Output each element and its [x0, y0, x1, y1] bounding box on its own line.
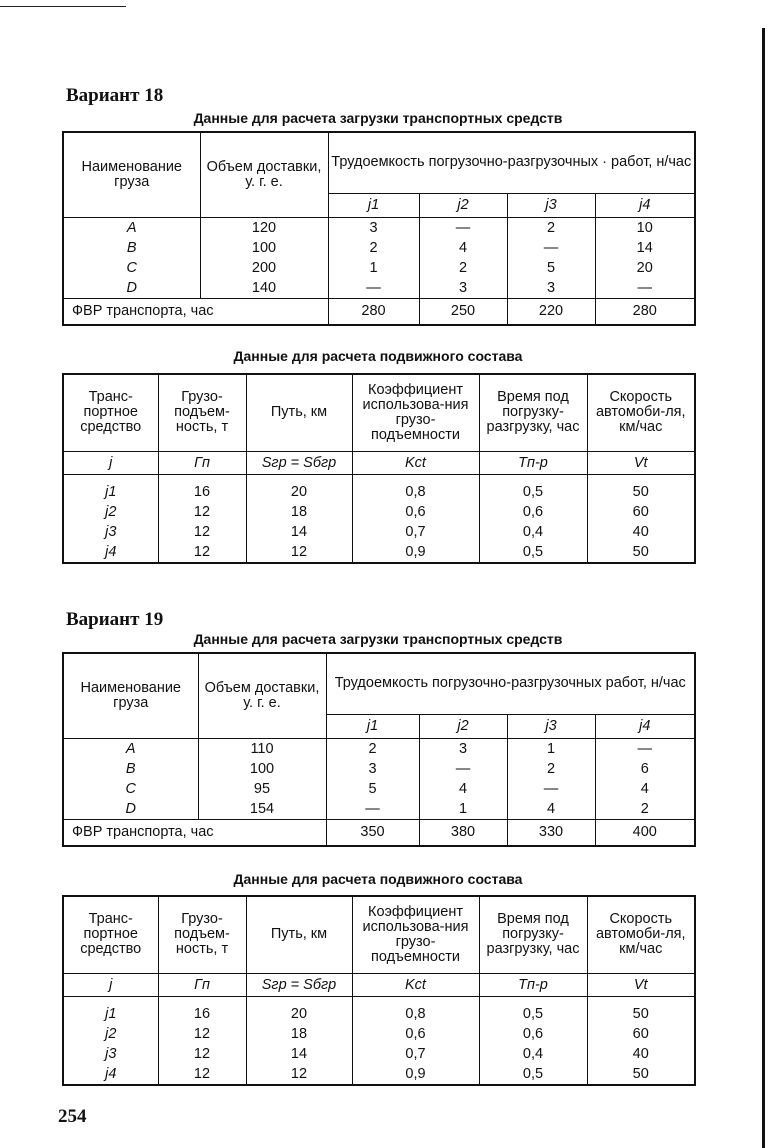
labor-cell: — [595, 278, 695, 299]
labor-cell: 3 [328, 217, 419, 238]
header-capacity: Грузо-подъем-ность, т [158, 374, 246, 451]
header-vehicle: Транс-портное средство [63, 896, 158, 973]
cargo-name-cell: D [63, 799, 198, 820]
fvr-label: ФВР транспорта, час [63, 298, 328, 325]
symbol-cell: Tп-р [479, 973, 587, 996]
vehicle-cell: j4 [63, 1064, 158, 1085]
symbol-cell: Kct [352, 973, 479, 996]
variant-title: Вариант 18 [66, 85, 164, 106]
header-speed: Скорость автомоби-ля, км/час [587, 374, 695, 451]
fvr-cell: 350 [326, 819, 419, 846]
table-row [63, 1044, 695, 1064]
fleet-table [62, 373, 696, 564]
cargo-table [62, 131, 696, 326]
utilization-cell: 0,9 [352, 1064, 479, 1085]
distance-cell: 18 [246, 502, 352, 522]
labor-cell: 4 [507, 799, 595, 820]
labor-cell: 2 [507, 217, 595, 238]
capacity-cell: 12 [158, 522, 246, 542]
cargo-name-cell: C [63, 779, 198, 799]
header-j1: j1 [328, 193, 419, 217]
header-volume: Объем доставки, у. г. е. [198, 653, 326, 738]
utilization-cell: 0,7 [352, 522, 479, 542]
capacity-cell: 12 [158, 502, 246, 522]
table-row [63, 482, 695, 502]
header-utilization: Коэффициент использова-ния грузо-подъемности [352, 374, 479, 451]
table-row [63, 258, 695, 278]
symbol-cell: Гп [158, 973, 246, 996]
loading-time-cell: 0,6 [479, 1024, 587, 1044]
table-row [63, 522, 695, 542]
labor-cell: 4 [419, 779, 507, 799]
loading-time-cell: 0,4 [479, 522, 587, 542]
speed-cell: 60 [587, 502, 695, 522]
loading-time-cell: 0,5 [479, 542, 587, 563]
loading-time-cell: 0,5 [479, 1064, 587, 1085]
loading-time-cell: 0,6 [479, 502, 587, 522]
header-j2: j2 [419, 193, 507, 217]
cargo-name-cell: B [63, 759, 198, 779]
capacity-cell: 16 [158, 1004, 246, 1024]
speed-cell: 50 [587, 1004, 695, 1024]
distance-cell: 18 [246, 1024, 352, 1044]
symbols-row [63, 973, 695, 996]
capacity-cell: 12 [158, 1064, 246, 1085]
table-row [63, 278, 695, 299]
symbols-row [63, 451, 695, 474]
table-row [63, 759, 695, 779]
fleet-table-caption: Данные для расчета подвижного состава [233, 348, 523, 364]
volume-cell: 110 [198, 738, 326, 759]
header-labor: Трудоемкость погрузочно-разгрузочных работ, н/час [326, 653, 695, 714]
labor-cell: — [419, 217, 507, 238]
labor-cell: — [419, 759, 507, 779]
cargo-name-cell: B [63, 238, 200, 258]
header-loading-time: Время под погрузку-разгрузку, час [479, 896, 587, 973]
cargo-name-cell: D [63, 278, 200, 299]
fvr-cell: 330 [507, 819, 595, 846]
labor-cell: 2 [326, 738, 419, 759]
labor-cell: 10 [595, 217, 695, 238]
utilization-cell: 0,6 [352, 1024, 479, 1044]
table-row [63, 217, 695, 238]
table-row [63, 238, 695, 258]
table-row [63, 502, 695, 522]
symbol-cell: Tп-р [479, 451, 587, 474]
cargo-table-caption: Данные для расчета загрузки транспортных средств [193, 631, 563, 647]
speed-cell: 60 [587, 1024, 695, 1044]
variant-title: Вариант 19 [66, 609, 164, 630]
labor-cell: 5 [507, 258, 595, 278]
vehicle-cell: j1 [63, 1004, 158, 1024]
fvr-cell: 280 [328, 298, 419, 325]
header-j4: j4 [595, 714, 695, 738]
volume-cell: 100 [200, 238, 328, 258]
labor-cell: 2 [328, 238, 419, 258]
labor-cell: 3 [419, 278, 507, 299]
header-cargo-name: Наименование груза [63, 132, 200, 217]
distance-cell: 12 [246, 542, 352, 563]
labor-cell: 4 [419, 238, 507, 258]
fvr-cell: 400 [595, 819, 695, 846]
speed-cell: 40 [587, 1044, 695, 1064]
table-row [63, 799, 695, 820]
header-labor: Трудоемкость погрузочно-разгрузочных · работ, н/час [328, 132, 695, 193]
speed-cell: 40 [587, 522, 695, 542]
labor-cell: 2 [419, 258, 507, 278]
header-speed: Скорость автомоби-ля, км/час [587, 896, 695, 973]
table-row [63, 779, 695, 799]
table-row [63, 1004, 695, 1024]
capacity-cell: 16 [158, 482, 246, 502]
utilization-cell: 0,8 [352, 1004, 479, 1024]
fleet-table [62, 895, 696, 1086]
volume-cell: 154 [198, 799, 326, 820]
fvr-cell: 380 [419, 819, 507, 846]
vehicle-cell: j3 [63, 522, 158, 542]
page-number: 254 [58, 1106, 87, 1127]
cargo-name-cell: C [63, 258, 200, 278]
symbol-cell: Sгр = Sбгр [246, 973, 352, 996]
speed-cell: 50 [587, 482, 695, 502]
header-utilization: Коэффициент использова-ния грузо-подъемности [352, 896, 479, 973]
fleet-table-caption: Данные для расчета подвижного состава [233, 871, 523, 887]
labor-cell: 3 [419, 738, 507, 759]
fvr-cell: 220 [507, 298, 595, 325]
labor-cell: — [326, 799, 419, 820]
symbol-cell: Vt [587, 451, 695, 474]
cargo-name-cell: A [63, 738, 198, 759]
volume-cell: 200 [200, 258, 328, 278]
table-row [63, 542, 695, 563]
volume-cell: 95 [198, 779, 326, 799]
header-j3: j3 [507, 714, 595, 738]
labor-cell: 20 [595, 258, 695, 278]
vehicle-cell: j1 [63, 482, 158, 502]
header-capacity: Грузо-подъем-ность, т [158, 896, 246, 973]
fvr-label: ФВР транспорта, час [63, 819, 326, 846]
symbol-cell: j [63, 973, 158, 996]
labor-cell: — [328, 278, 419, 299]
cargo-table [62, 652, 696, 847]
labor-cell: 1 [419, 799, 507, 820]
fvr-cell: 250 [419, 298, 507, 325]
volume-cell: 100 [198, 759, 326, 779]
labor-cell: — [595, 738, 695, 759]
capacity-cell: 12 [158, 542, 246, 563]
labor-cell: 5 [326, 779, 419, 799]
labor-cell: 1 [328, 258, 419, 278]
symbol-cell: Kct [352, 451, 479, 474]
distance-cell: 14 [246, 1044, 352, 1064]
labor-cell: — [507, 779, 595, 799]
labor-cell: 2 [595, 799, 695, 820]
top-rule [0, 6, 126, 7]
vehicle-cell: j2 [63, 502, 158, 522]
vehicle-cell: j4 [63, 542, 158, 563]
distance-cell: 20 [246, 1004, 352, 1024]
header-cargo-name: Наименование груза [63, 653, 198, 738]
labor-cell: 6 [595, 759, 695, 779]
labor-cell: 4 [595, 779, 695, 799]
labor-cell: 3 [326, 759, 419, 779]
symbol-cell: j [63, 451, 158, 474]
header-j3: j3 [507, 193, 595, 217]
header-j2: j2 [419, 714, 507, 738]
header-loading-time: Время под погрузку-разгрузку, час [479, 374, 587, 451]
page-edge-line [762, 28, 765, 1148]
distance-cell: 12 [246, 1064, 352, 1085]
speed-cell: 50 [587, 542, 695, 563]
cargo-name-cell: A [63, 217, 200, 238]
header-distance: Путь, км [246, 374, 352, 451]
symbol-cell: Sгр = Sбгр [246, 451, 352, 474]
fvr-cell: 280 [595, 298, 695, 325]
volume-cell: 140 [200, 278, 328, 299]
header-j4: j4 [595, 193, 695, 217]
symbol-cell: Гп [158, 451, 246, 474]
table-row [63, 738, 695, 759]
table-row [63, 1024, 695, 1044]
labor-cell: — [507, 238, 595, 258]
labor-cell: 3 [507, 278, 595, 299]
fvr-row [63, 298, 695, 325]
loading-time-cell: 0,5 [479, 1004, 587, 1024]
cargo-table-caption: Данные для расчета загрузки транспортных средств [193, 110, 563, 126]
header-vehicle: Транс-портное средство [63, 374, 158, 451]
utilization-cell: 0,8 [352, 482, 479, 502]
header-distance: Путь, км [246, 896, 352, 973]
volume-cell: 120 [200, 217, 328, 238]
distance-cell: 14 [246, 522, 352, 542]
labor-cell: 2 [507, 759, 595, 779]
loading-time-cell: 0,4 [479, 1044, 587, 1064]
utilization-cell: 0,9 [352, 542, 479, 563]
capacity-cell: 12 [158, 1044, 246, 1064]
loading-time-cell: 0,5 [479, 482, 587, 502]
labor-cell: 14 [595, 238, 695, 258]
utilization-cell: 0,6 [352, 502, 479, 522]
vehicle-cell: j3 [63, 1044, 158, 1064]
labor-cell: 1 [507, 738, 595, 759]
header-volume: Объем доставки, у. г. е. [200, 132, 328, 217]
header-j1: j1 [326, 714, 419, 738]
speed-cell: 50 [587, 1064, 695, 1085]
distance-cell: 20 [246, 482, 352, 502]
fvr-row [63, 819, 695, 846]
vehicle-cell: j2 [63, 1024, 158, 1044]
table-row [63, 1064, 695, 1085]
symbol-cell: Vt [587, 973, 695, 996]
utilization-cell: 0,7 [352, 1044, 479, 1064]
capacity-cell: 12 [158, 1024, 246, 1044]
